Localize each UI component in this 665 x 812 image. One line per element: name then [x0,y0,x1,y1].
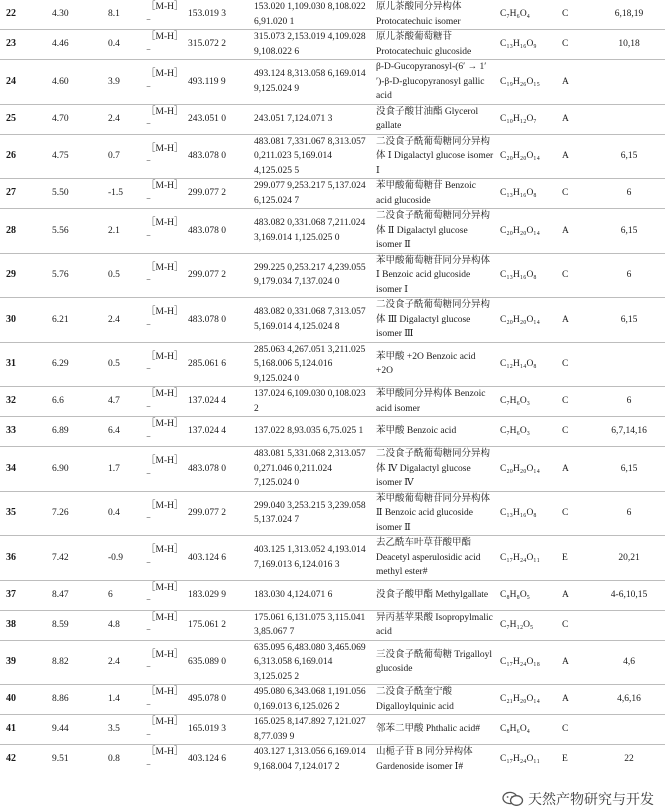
compound-class: A [562,151,569,161]
retention-time: 4.60 [52,76,69,87]
references: 6,18,19 [614,9,644,20]
row-number: 36 [6,551,16,563]
mass-error: 0.8 [108,754,120,765]
fragment-ions: 153.020 1,109.030 8,108.022 6,91.020 1 [254,2,366,27]
molecular-formula: C₁₃H₁₆O₈ [500,270,537,280]
measured-mz: 483.078 0 [188,225,226,236]
retention-time: 4.70 [52,113,69,124]
compound-class: E [562,754,568,765]
measured-mz: 495.078 0 [188,694,226,705]
compound-name: β-D-Gucopyranosyl-(6′ → 1′′)-β-D-glucopyranosyl gallic acid [376,62,487,101]
fragment-ions: 483.081 7,331.067 8,313.057 0,211.023 5,169.014 4,125.025 5 [254,136,366,176]
compound-name: 二没食子酰葡萄糖同分异构体 Ⅳ Digalactyl glucose isomer Ⅳ [376,449,491,488]
table-row [0,387,665,417]
compound-class: C [562,188,569,199]
compound-class: C [562,270,569,280]
measured-mz: 153.019 3 [188,9,226,20]
references [593,60,665,105]
compound-name: 苯甲酸同分异构体 Benzoic acid isomer [376,389,486,414]
references: 4-6,10,15 [610,589,648,600]
table-row [0,715,665,745]
mass-error: 3.5 [108,724,120,735]
mass-error: 0.5 [108,270,120,280]
measured-mz: 299.077 2 [188,188,226,199]
row-number: 35 [6,507,16,518]
retention-time: 9.44 [52,724,69,735]
table-row [0,134,665,179]
fragment-ions: 403.125 1,313.052 4,193.014 7,169.013 6,124.016 3 [254,545,366,570]
molecular-formula: C₇H₁₂O₅ [500,619,534,630]
row-number: 42 [6,753,16,765]
compound-name: 苯甲酸葡萄糖苷 Benzoic acid glucoside [376,181,477,206]
compound-name: 苯甲酸葡萄糖苷同分异构体 Ⅱ Benzoic acid glucoside isomer Ⅱ [376,493,491,533]
table-row [0,253,665,298]
molecular-formula: C₇H₆O₃ [500,396,530,407]
fragment-ions: 493.124 8,313.058 6,169.014 9,125.024 9 [254,69,366,94]
compound-name: 三没食子酰葡萄糖 Trigalloyl glucoside [376,649,493,675]
ion-mode: ［M-H］⁻ [146,218,184,243]
ion-mode: ［M-H］⁻ [146,456,184,481]
compound-class: A [562,113,569,124]
retention-time: 6.89 [52,426,69,437]
compound-class: C [562,724,569,735]
measured-mz: 315.072 2 [188,39,226,50]
compound-class: C [562,396,569,407]
table-row [0,491,665,536]
measured-mz: 403.124 6 [188,552,226,563]
ion-mode: ［M-H］⁻ [146,612,184,637]
references: 6,15 [620,151,638,161]
mass-error: 1.4 [108,694,120,705]
table-row [0,60,665,105]
measured-mz: 483.078 0 [188,314,226,325]
compound-class: E [562,552,568,563]
row-number: 24 [6,75,16,87]
compound-name: 没食子酸甘油酯 Glycerol gallate [376,106,479,131]
table-row [0,580,665,610]
compound-class: A [562,657,569,667]
wechat-icon [502,791,524,807]
row-number: 29 [6,269,16,280]
references: 4,6,16 [617,694,641,705]
compound-class: A [562,76,569,87]
table-row [0,179,665,209]
compound-name: 邻苯二甲酸 Phthalic acid# [376,724,480,735]
fragment-ions: 483.082 0,331.068 7,211.024 3,169.014 1,125.025 0 [254,218,366,243]
table-row [0,417,665,447]
fragment-ions: 137.022 8,93.035 6,75.025 1 [254,426,364,437]
fragment-ions: 299.040 3,253.215 3,239.058 5,137.024 7 [254,500,366,526]
retention-time: 6.6 [52,396,64,407]
mass-error: 0.4 [108,508,120,518]
compound-name: 二没食子酰葡萄糖同分异构体 Ⅲ Digalactyl glucose isomer Ⅲ [376,300,491,339]
mass-error: -1.5 [108,188,124,199]
compound-class: C [562,39,569,50]
compound-name: 苯甲酸 +2O Benzoic acid +2O [376,351,476,377]
molecular-formula: C₁₇H₂₄O₁₈ [500,657,540,667]
retention-time: 4.46 [52,39,69,50]
ion-mode: ［M-H］⁻ [146,32,184,57]
molecular-formula: C₂₀H₂₀O₁₄ [500,151,540,161]
fragment-ions: 243.051 7,124.071 3 [254,113,333,124]
ion-mode: ［M-H］⁻ [146,307,184,332]
fragment-ions: 137.024 6,109.030 0,108.023 2 [254,389,366,414]
row-number: 33 [6,425,16,437]
ion-mode: ［M-H］⁻ [146,106,184,131]
references [593,342,665,387]
retention-time: 4.75 [52,151,69,161]
fragment-ions: 483.082 0,331.068 7,313.057 5,169.014 4,125.024 8 [254,307,366,332]
ion-mode: ［M-H］⁻ [146,582,184,607]
fragment-ions: 183.030 4,124.071 6 [254,589,333,600]
references: 10,18 [618,39,640,50]
measured-mz: 137.024 4 [188,426,226,437]
retention-time: 7.42 [52,552,69,563]
row-number: 40 [6,693,16,705]
retention-time: 9.51 [52,754,69,765]
ion-mode: ［M-H］⁻ [146,717,184,742]
retention-time: 6.90 [52,463,69,474]
row-number: 41 [6,723,16,735]
mass-error: 3.9 [108,76,120,87]
molecular-formula: C₂₁H₂₀O₁₄ [500,694,540,705]
ion-mode: ［M-H］⁻ [146,351,184,377]
compound-name: 异丙基苹果酸 Isopropylmalic acid [376,612,493,637]
watermark-text: 天然产物研究与开发 [528,792,654,808]
table-row [0,342,665,387]
compound-name: 原儿茶酸葡萄糖苷 Protocatechuic glucoside [376,32,472,57]
measured-mz: 183.029 9 [188,589,226,600]
mass-error: 0.5 [108,359,120,369]
molecular-formula: C₁₃H₁₆O₉ [500,39,537,50]
references: 22 [624,754,634,765]
retention-time: 7.26 [52,508,69,518]
ion-mode: ［M-H］⁻ [146,687,184,712]
compound-name: 去乙酰车叶草苷酸甲酯 Deacetyl asperulosidic acid methyl ester# [376,538,481,577]
measured-mz: 483.078 0 [188,151,226,161]
mass-error: 6.4 [108,426,120,437]
mass-error: 1.7 [108,463,120,474]
molecular-formula: C₁₉H₂₆O₁₅ [500,76,540,87]
row-number: 26 [6,150,16,161]
measured-mz: 299.077 2 [188,508,226,518]
references: 6 [626,188,632,199]
measured-mz: 137.024 4 [188,396,226,407]
row-number: 38 [6,618,16,630]
compound-name: 原儿茶酸同分异构体 Protocatechuic isomer [376,2,462,27]
references [593,715,665,745]
table-row [0,298,665,343]
references: 6 [626,396,632,407]
row-number: 23 [6,38,16,50]
table-row [0,30,665,60]
references: 6 [626,508,632,518]
retention-time: 8.47 [52,589,69,600]
table-row [0,0,665,30]
references: 6,7,14,16 [611,426,647,437]
references: 4,6 [623,657,635,667]
fragment-ions: 299.225 0,253.217 4,239.055 9,179.034 7,137.024 0 [254,262,366,288]
molecular-formula: C₁₃H₁₆O₈ [500,188,537,199]
row-number: 25 [6,112,16,124]
references: 6,15 [620,463,638,474]
molecular-formula: C₁₇H₂₄O₁₁ [500,754,540,765]
compound-name: 山栀子苷 B 同分异构体 Gardenoside isomer Ⅰ# [376,747,473,772]
references: 6,15 [620,225,638,236]
compound-class: A [562,225,569,236]
table-row [0,536,665,581]
compound-name: 苯甲酸葡萄糖苷同分异构体 Ⅰ Benzoic acid glucoside isomer Ⅰ [376,255,491,295]
ion-mode: ［M-H］⁻ [146,649,184,675]
molecular-formula: C₇H₆O₃ [500,426,530,437]
fragment-ions: 285.063 4,267.051 3,211.025 5,168.006 5,124.016 9,125.024 0 [254,344,366,384]
measured-mz: 285.061 6 [188,359,226,369]
mass-error: -0.9 [108,552,124,563]
measured-mz: 165.019 3 [188,724,226,735]
table-row [0,104,665,134]
table-row [0,610,665,640]
measured-mz: 243.051 0 [188,113,226,124]
retention-time: 6.29 [52,359,69,369]
compound-class: A [562,589,569,600]
row-number: 39 [6,656,16,667]
mass-error: 2.4 [108,113,120,124]
fragment-ions: 403.127 1,313.056 6,169.014 9,168.004 7,124.017 2 [254,747,366,772]
ion-mode: ［M-H］⁻ [146,545,184,570]
retention-time: 6.21 [52,314,69,325]
ion-mode: ［M-H］⁻ [146,2,184,27]
references: 20,21 [618,552,640,563]
fragment-ions: 165.025 8,147.892 7,121.027 8,77.039 9 [254,717,366,742]
row-number: 27 [6,187,16,199]
fragment-ions: 299.077 9,253.217 5,137.024 6,125.024 7 [254,181,366,206]
table-row [0,640,665,685]
retention-time: 4.30 [52,9,69,20]
compound-class: C [562,359,569,369]
retention-time: 5.76 [52,270,69,280]
mass-error: 0.7 [108,151,120,161]
compound-class: C [562,426,569,437]
row-number: 30 [6,313,16,325]
compound-class: C [562,9,569,20]
mass-error: 4.8 [108,619,120,630]
row-number: 34 [6,462,16,474]
ion-mode: ［M-H］⁻ [146,262,184,288]
references [593,104,665,134]
compound-class: C [562,508,569,518]
molecular-formula: C₂₀H₂₀O₁₄ [500,314,540,325]
fragment-ions: 495.080 6,343.068 1,191.056 0,169.013 6,125.026 2 [254,687,366,712]
ion-mode: ［M-H］⁻ [146,69,184,94]
molecular-formula: C₁₇H₂₄O₁₁ [500,552,540,563]
fragment-ions: 315.073 2,153.019 4,109.028 9,108.022 6 [254,32,366,57]
row-number: 31 [6,358,16,369]
fragment-ions: 483.081 5,331.068 2,313.057 0,271.046 0,211.024 7,125.024 0 [254,449,366,488]
mass-error: 0.4 [108,39,120,50]
molecular-formula: C₁₂H₁₄O₈ [500,359,537,369]
compound-class: A [562,694,569,705]
references: 6,15 [620,314,638,325]
compound-class: A [562,314,569,325]
ion-mode: ［M-H］⁻ [146,143,184,169]
table-row [0,447,665,492]
fragment-ions: 175.061 6,131.075 3,115.041 3,85.067 7 [254,612,366,637]
row-number: 28 [6,224,16,236]
references [593,610,665,640]
molecular-formula: C₂₀H₂₀O₁₄ [500,225,540,236]
measured-mz: 493.119 9 [188,76,226,87]
measured-mz: 175.061 2 [188,619,226,630]
table-row [0,209,665,254]
retention-time: 8.82 [52,657,69,667]
measured-mz: 403.124 6 [188,754,226,765]
compound-name: 二没食子酰奎宁酸 Digalloylquinic acid [376,687,454,712]
mass-error: 2.4 [108,657,120,667]
molecular-formula: C₇H₆O₄ [500,9,530,20]
table-row [0,745,665,775]
row-number: 32 [6,395,16,407]
ion-mode: ［M-H］⁻ [146,500,184,526]
molecular-formula: C₂₀H₂₀O₁₄ [500,463,540,474]
molecular-formula: C₈H₈O₅ [500,589,530,600]
row-number: 37 [6,588,16,600]
compound-class: C [562,619,569,630]
measured-mz: 635.089 0 [188,657,226,667]
ion-mode: ［M-H］⁻ [146,747,184,772]
molecular-formula: C₁₃H₁₆O₈ [500,508,537,518]
references: 6 [626,270,632,280]
compound-name: 二没食子酰葡萄糖同分异构体 Ⅱ Digalactyl glucose isomer Ⅱ [376,211,491,250]
molecular-formula: C₈H₆O₄ [500,724,530,735]
measured-mz: 483.078 0 [188,463,226,474]
ion-mode: ［M-H］⁻ [146,389,184,414]
row-number: 22 [6,8,16,20]
table-row [0,685,665,715]
fragment-ions: 635.095 6,483.080 3,465.069 6,313.058 6,169.014 3,125.025 2 [254,642,366,682]
ion-mode: ［M-H］⁻ [146,181,184,206]
mass-error: 2.4 [108,314,120,325]
compound-name: 没食子酸甲酯 Methylgallate [376,589,489,600]
retention-time: 8.59 [52,619,69,630]
watermark [499,788,657,810]
compound-class: A [562,463,569,474]
compound-name: 二没食子酰葡萄糖同分异构体 Ⅰ Digalactyl glucose isomer Ⅰ [376,136,494,176]
molecular-formula: C₁₀H₁₂O₇ [500,113,537,124]
retention-time: 8.86 [52,694,69,705]
mass-error: 6 [108,589,113,600]
measured-mz: 299.077 2 [188,270,226,280]
ion-mode: ［M-H］⁻ [146,419,184,444]
compound-name: 苯甲酸 Benzoic acid [376,426,457,437]
retention-time: 5.50 [52,188,69,199]
mass-error: 8.1 [108,9,120,20]
retention-time: 5.56 [52,225,69,236]
mass-error: 4.7 [108,396,120,407]
mass-error: 2.1 [108,225,120,236]
